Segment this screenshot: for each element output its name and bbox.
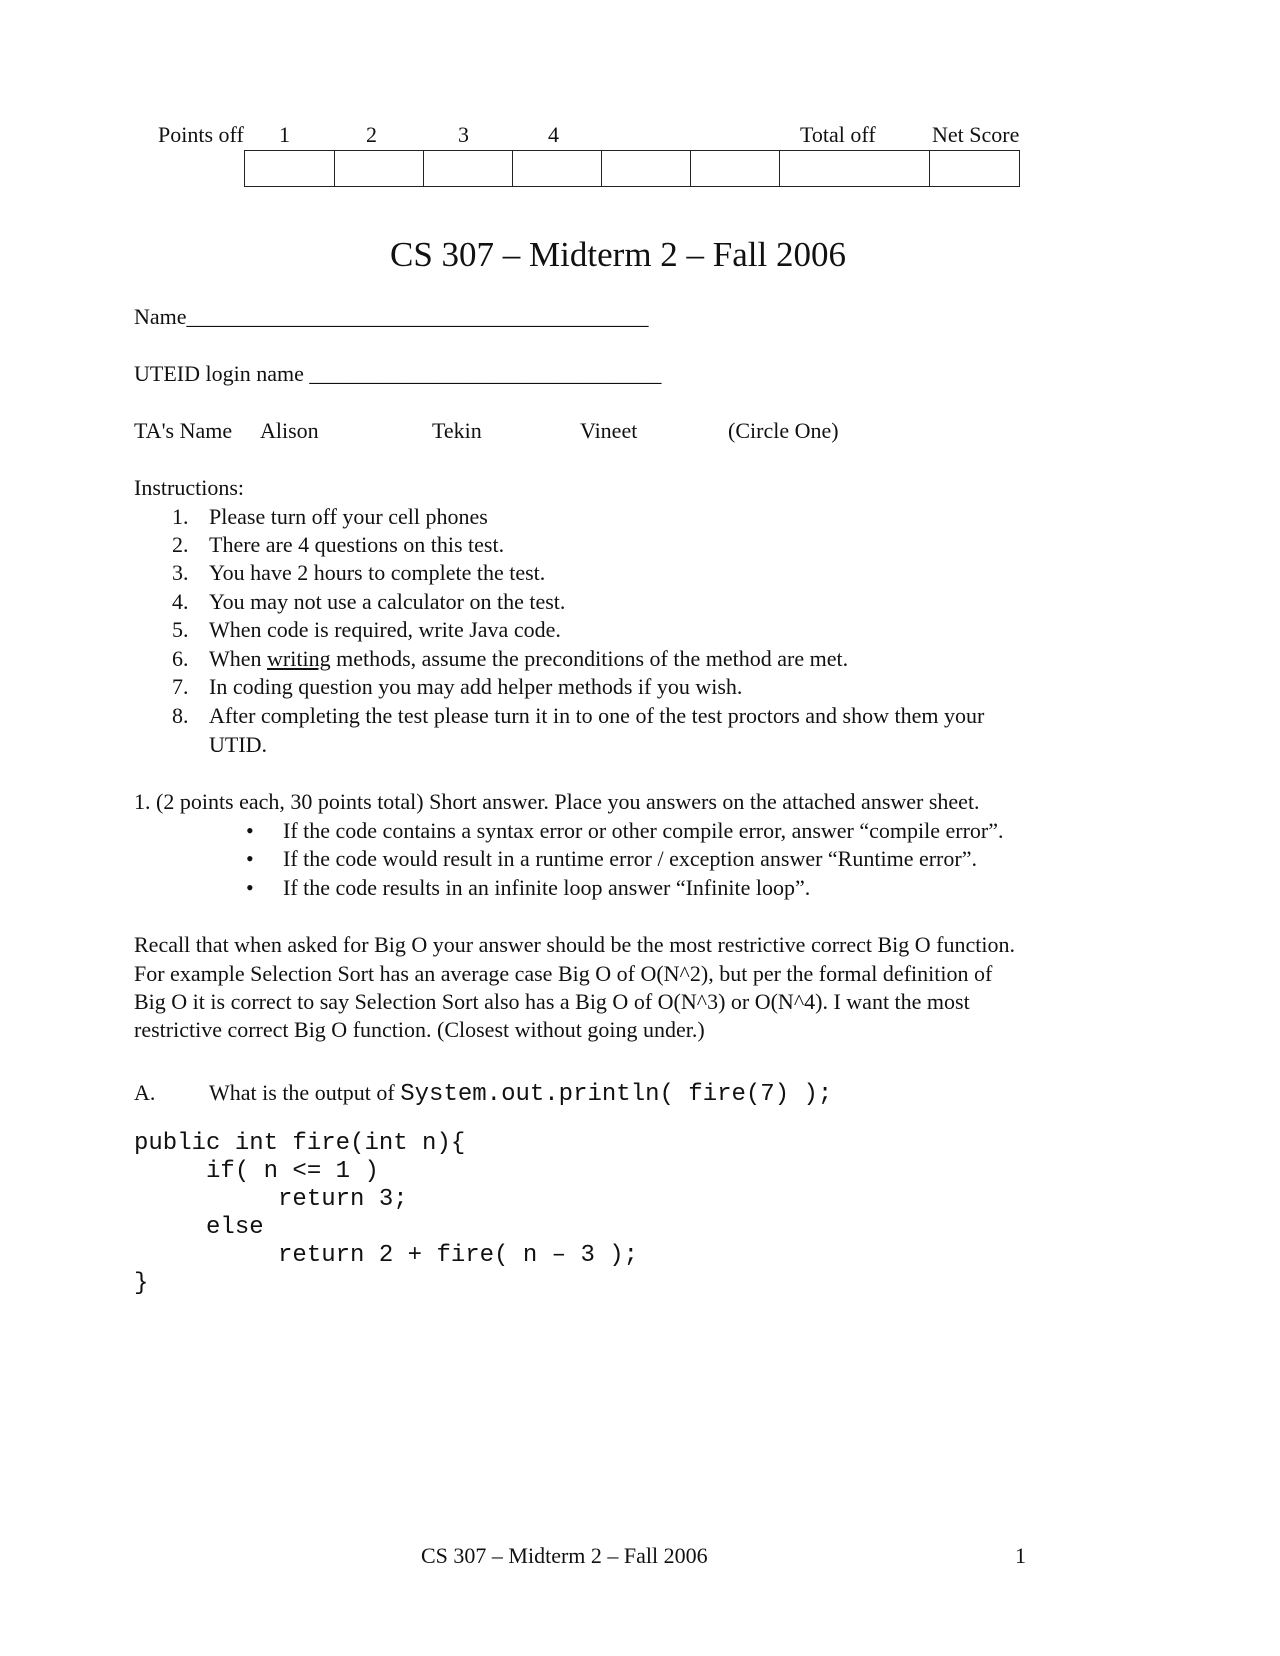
question1-bullet: If the code would result in a runtime error / exception answer “Runtime error”. [283, 846, 977, 871]
page-title: CS 307 – Midterm 2 – Fall 2006 [390, 235, 846, 274]
score-column-label: 4 [548, 122, 559, 147]
page-number: 1 [1015, 1543, 1026, 1568]
score-cell-6[interactable] [690, 150, 780, 187]
total-off-cell[interactable] [779, 150, 930, 187]
uteid-field[interactable]: UTEID login name ________________________________ [134, 361, 662, 386]
instruction-text-post: methods, assume the preconditions of the method are met. [330, 646, 849, 671]
instruction-text: There are 4 questions on this test. [209, 532, 505, 557]
ta-label: TA's Name [134, 418, 233, 443]
instruction-number: 3. [172, 560, 189, 585]
points-off-label: Points off [158, 122, 244, 147]
ta-option-vineet[interactable]: Vineet [580, 418, 638, 443]
instruction-underlined-word: writing [267, 646, 331, 671]
code-line: return 3; [134, 1186, 408, 1213]
instruction-number: 2. [172, 532, 189, 557]
question1-intro: 1. (2 points each, 30 points total) Short answer. Place you answers on the attached answer sheet. [134, 789, 980, 814]
instruction-number: 6. [172, 646, 189, 671]
instruction-text: After completing the test please turn it in to one of the test proctors and show them your [209, 703, 985, 728]
score-cell-5[interactable] [601, 150, 691, 187]
net-score-cell[interactable] [929, 150, 1020, 187]
instruction-text: Please turn off your cell phones [209, 504, 488, 529]
score-cell-q4[interactable] [512, 150, 602, 187]
code-line: public int fire(int n){ [134, 1130, 466, 1157]
part-a-inline-code: System.out.println( fire(7) ); [400, 1081, 833, 1108]
score-cell-q1[interactable] [244, 150, 335, 187]
instruction-text: When code is required, write Java code. [209, 617, 561, 642]
instruction-number: 8. [172, 703, 189, 728]
question1-bullet: If the code results in an infinite loop answer “Infinite loop”. [283, 875, 811, 900]
circle-one-note: (Circle One) [728, 418, 839, 443]
bullet-dot: • [246, 875, 254, 900]
code-block [134, 1130, 638, 1298]
ta-option-tekin[interactable]: Tekin [432, 418, 482, 443]
code-line: if( n <= 1 ) [134, 1158, 379, 1185]
instructions-heading: Instructions: [134, 475, 244, 500]
part-a-prompt-text: What is the output of [209, 1080, 395, 1105]
instruction-text-pre: When [209, 646, 268, 671]
score-column-label: 3 [458, 122, 469, 147]
score-column-label: 1 [279, 122, 290, 147]
instruction-text-continued: UTID. [209, 732, 268, 757]
score-cell-q3[interactable] [423, 150, 513, 187]
part-a-prompt [209, 1082, 832, 1107]
instruction-number: 7. [172, 674, 189, 699]
code-line: } [134, 1270, 149, 1297]
recall-line: For example Selection Sort has an average case Big O of O(N^2), but per the formal definition of [134, 961, 993, 986]
instruction-number: 5. [172, 617, 189, 642]
question1-bullet: If the code contains a syntax error or other compile error, answer “compile error”. [283, 818, 1004, 843]
code-line: return 2 + fire( n – 3 ); [134, 1242, 639, 1269]
instruction-number: 1. [172, 504, 189, 529]
net-score-label: Net Score [932, 122, 1020, 147]
footer-title: CS 307 – Midterm 2 – Fall 2006 [421, 1543, 708, 1568]
instruction-text: You may not use a calculator on the test. [209, 589, 566, 614]
bullet-dot: • [246, 818, 254, 843]
code-line: else [134, 1214, 264, 1241]
score-cell-q2[interactable] [334, 150, 424, 187]
instruction-text: You have 2 hours to complete the test. [209, 560, 546, 585]
instruction-text [209, 648, 848, 670]
total-off-label: Total off [800, 122, 876, 147]
bullet-dot: • [246, 846, 254, 871]
instruction-number: 4. [172, 589, 189, 614]
recall-line: restrictive correct Big O function. (Closest without going under.) [134, 1017, 705, 1042]
name-field[interactable]: Name__________________________________________ [134, 304, 649, 329]
part-a-label: A. [134, 1080, 156, 1105]
instruction-text: In coding question you may add helper methods if you wish. [209, 674, 743, 699]
recall-line: Recall that when asked for Big O your answer should be the most restrictive correct Big O function. [134, 932, 1015, 957]
ta-option-alison[interactable]: Alison [260, 418, 319, 443]
recall-line: Big O it is correct to say Selection Sort also has a Big O of O(N^3) or O(N^4). I want the most [134, 989, 970, 1014]
score-column-label: 2 [366, 122, 377, 147]
